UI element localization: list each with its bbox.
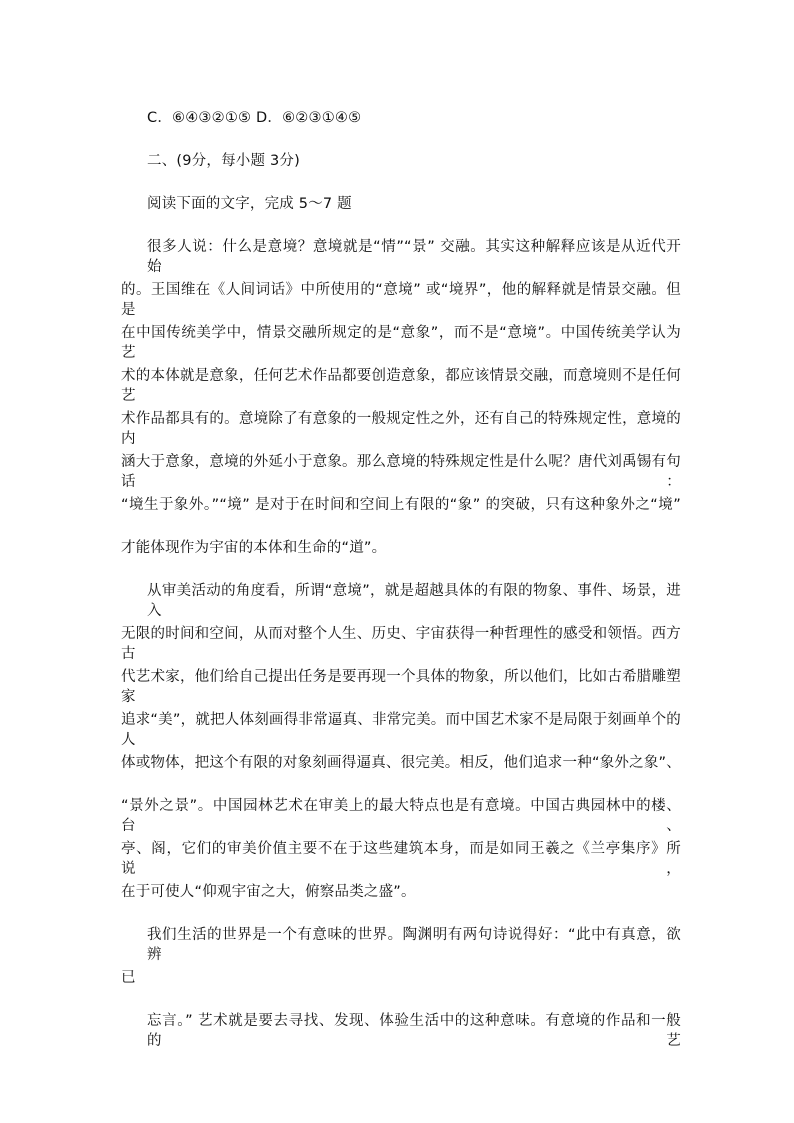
paragraph-line: 从审美活动的角度看，所谓“意境”，就是超越具体的有限的物象、事件、场景，进入 <box>147 583 681 619</box>
section-heading: 二、(9分，每小题 3分) <box>147 153 300 169</box>
paragraph-line: 代艺术家，他们给自己提出任务是要再现一个具体的物象，所以他们，比如古希腊雕塑家 <box>121 669 681 705</box>
paragraph-line: 无限的时间和空间，从而对整个人生、历史、宇宙获得一种哲理性的感受和领悟。西方古 <box>121 626 681 662</box>
answer-options-c-d: C．⑥④③②①⑤ D．⑥②③①④⑤ <box>147 110 362 126</box>
paragraph-line: 体或物体，把这个有限的对象刻画得逼真、很完美。相反，他们追求一种“象外之象”、 <box>121 755 681 771</box>
paragraph-line: 我们生活的世界是一个有意味的世界。陶渊明有两句诗说得好：“此中有真意，欲辨 <box>147 927 681 963</box>
paragraph-line: 涵大于意象，意境的外延小于意象。那么意境的特殊规定性是什么呢？唐代刘禹锡有句话： <box>121 454 681 490</box>
paragraph-line: 术作品都具有的。意境除了有意象的一般规定性之外，还有自己的特殊规定性，意境的内 <box>121 411 681 447</box>
paragraph-line: 忘言。” 艺术就是要去寻找、发现、体验生活中的这种意味。有意境的作品和一般的艺 <box>147 1013 681 1049</box>
paragraph-line: 已 <box>121 970 136 986</box>
paragraph-line: 才能体现作为宇宙的本体和生命的“道”。 <box>121 540 387 556</box>
paragraph-line: “境生于象外。”“境” 是对于在时间和空间上有限的“象” 的突破，只有这种象外之“境” <box>121 497 681 513</box>
paragraph-line: 追求“美”，就把人体刻画得非常逼真、非常完美。而中国艺术家不是局限于刻画单个的人 <box>121 712 681 748</box>
paragraph-line: 很多人说：什么是意境？意境就是“情”“景” 交融。其实这种解释应该是从近代开始 <box>147 239 681 275</box>
reading-instruction: 阅读下面的文字，完成 5～7 题 <box>147 196 352 212</box>
paragraph-line: “景外之景”。中国园林艺术在审美上的最大特点也是有意境。中国古典园林中的楼、台、 <box>121 798 681 834</box>
paragraph-line: 在于可使人“仰观宇宙之大，俯察品类之盛”。 <box>121 884 416 900</box>
paragraph-line: 在中国传统美学中，情景交融所规定的是“意象”，而不是“意境”。中国传统美学认为艺 <box>121 325 681 361</box>
paragraph-line: 术的本体就是意象，任何艺术作品都要创造意象，都应该情景交融，而意境则不是任何艺 <box>121 368 681 404</box>
paragraph-line: 的。王国维在《人间词话》中所使用的“意境” 或“境界”，他的解释就是情景交融。但是 <box>121 282 681 318</box>
paragraph-line: 亭、阁，它们的审美价值主要不在于这些建筑本身，而是如同王羲之《兰亭集序》所说， <box>121 841 681 877</box>
